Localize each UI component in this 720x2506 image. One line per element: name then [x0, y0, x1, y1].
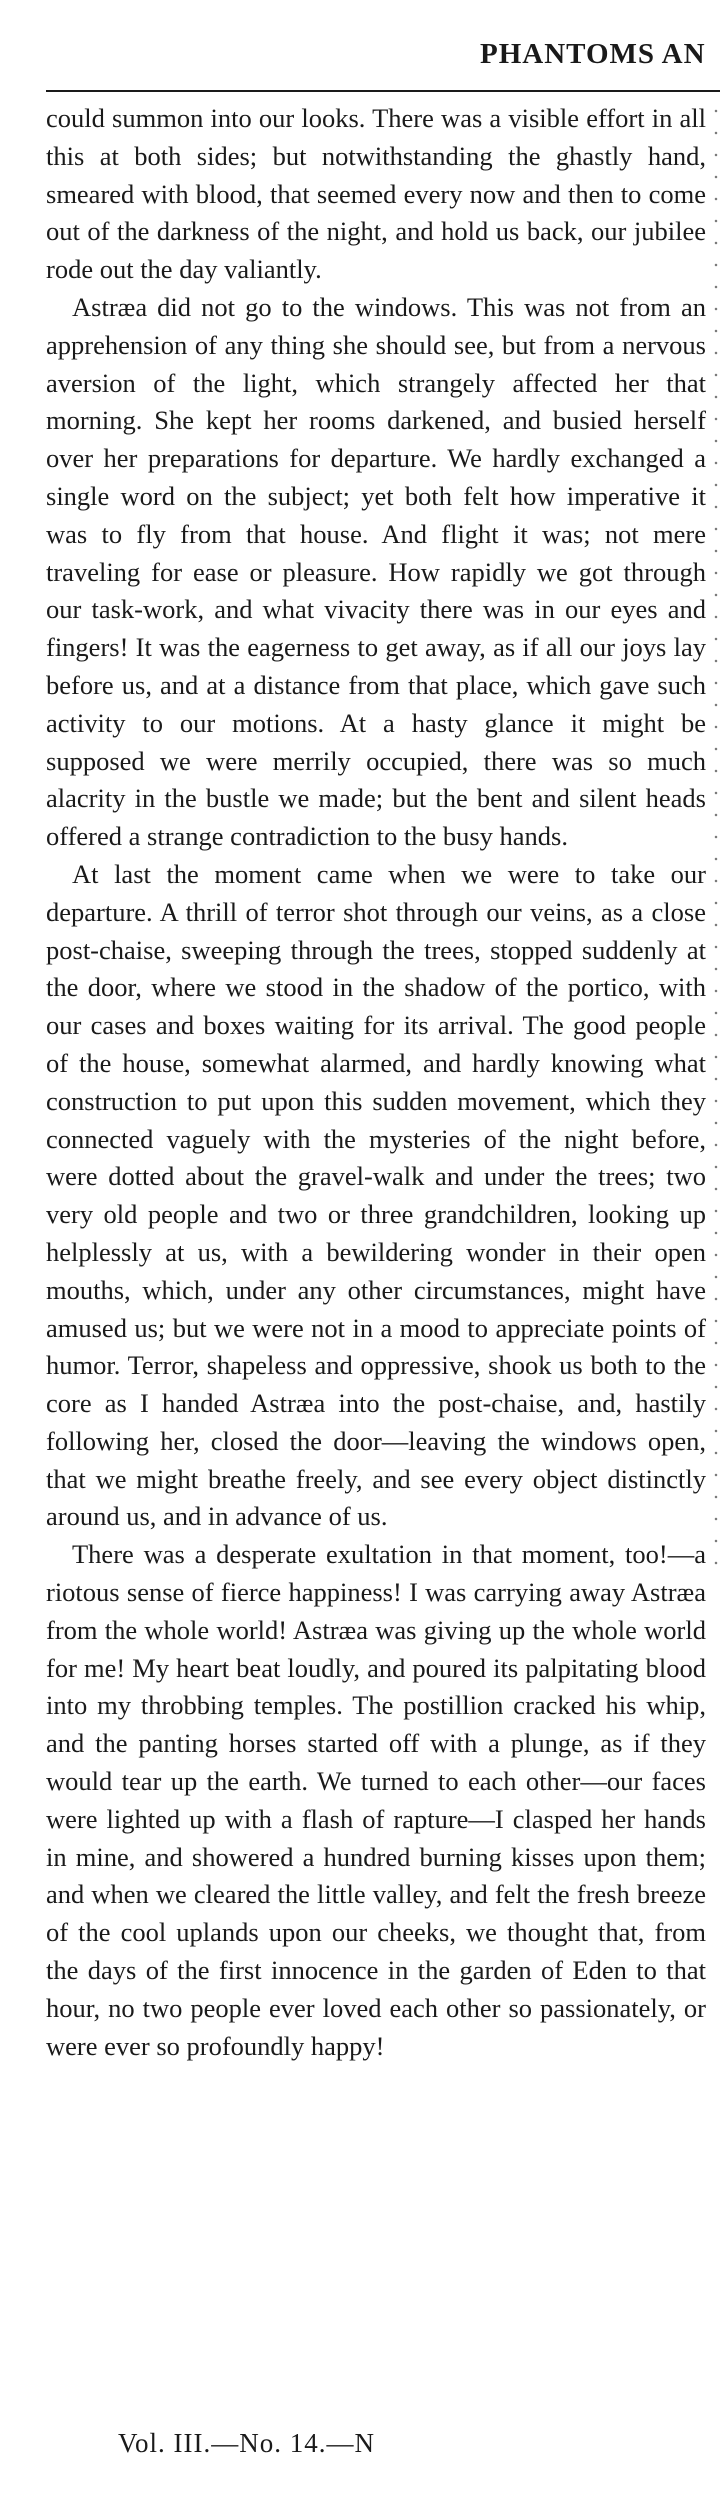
- signature-mark: Vol. III.—No. 14.—N: [118, 2428, 375, 2458]
- paragraph-2: Astræa did not go to the windows. This was not from an apprehension of any thing she should see, but from a nervous aversion of the light, which strangely affected her that morning. She kept her rooms darkened, and busied herself over her preparations for departure. We hardly exchanged a single word on the subject; yet both felt how imperative it was to fly from that house. And flight it was; not mere traveling for ease or pleasure. How rapidly we got through our task-work, and what vivacity there was in our eyes and fingers! It was the eagerness to get away, as if all our joys lay before us, and at a distance from that place, which gave such activity to our motions. At a hasty glance it might be supposed we were merrily occupied, there was so much alacrity in the bustle we made; but the bent and silent heads offered a strange contradiction to the busy hands.: [46, 291, 706, 852]
- page-edge-dots: [714, 100, 718, 1580]
- paragraph-1: could summon into our looks. There was a visible effort in all this at both sides; but notwithstanding the ghastly hand, smeared with blood, that seemed every now and then to come out of the darkness of the night, and hold us back, our jubilee rode out the day valiantly.: [46, 103, 706, 285]
- running-head: PHANTOMS AN: [480, 38, 706, 70]
- header-rule: [46, 90, 720, 92]
- paragraph-3: At last the moment came when we were to take our departure. A thrill of terror shot through our veins, as a close post-chaise, sweeping through the trees, stopped suddenly at the door, where we stood in the shadow of the portico, with our cases and boxes waiting for its arrival. The good people of the house, somewhat alarmed, and hardly knowing what construction to put upon this sudden movement, which they connected vaguely with the mysteries of the night before, were dotted about the gravel-walk and under the trees; two very old people and two or three grandchildren, looking up helplessly at us, with a bewildering wonder in their open mouths, which, under any other circumstances, might have amused us; but we were not in a mood to appreciate points of humor. Terror, shapeless and oppressive, shook us both to the core as I handed Astræa into the post-chaise, and, hastily following her, closed the door—leaving the windows open, that we might breathe freely, and see every object distinctly around us, and in advance of us.: [46, 858, 706, 1532]
- text-column: [46, 100, 706, 2065]
- paragraph-4: There was a desperate exultation in that moment, too!—a riotous sense of fierce happiness! I was carrying away Astræa from the whole world! Astræa was giving up the whole world for me! My heart beat loudly, and poured its palpitating blood into my throbbing temples. The postillion cracked his whip, and the panting horses started off with a plunge, as if they would tear up the earth. We turned to each other—our faces were lighted up with a flash of rapture—I clasped her hands in mine, and showered a hundred burning kisses upon them; and when we cleared the little valley, and felt the fresh breeze of the cool uplands upon our cheeks, we thought that, from the days of the first innocence in the garden of Eden to that hour, no two people ever loved each other so passionately, or were ever so profoundly happy!: [46, 1539, 706, 2061]
